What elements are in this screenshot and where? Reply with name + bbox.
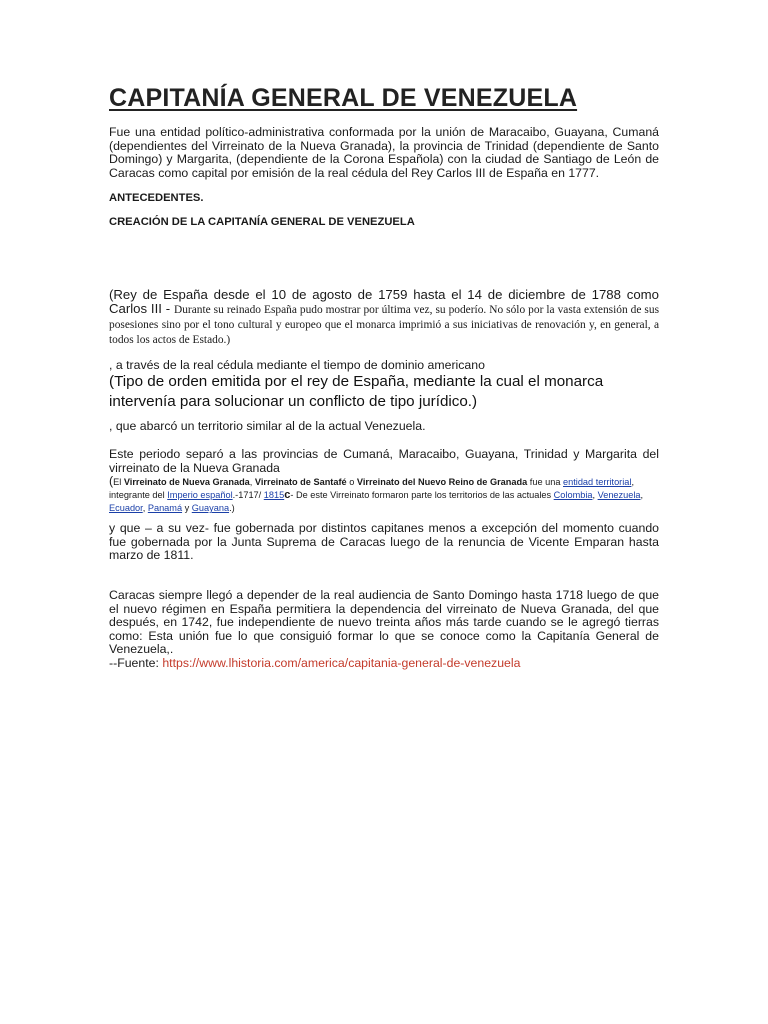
heading-antecedentes: ANTECEDENTES. bbox=[109, 192, 204, 205]
vir-fue-una: fue una bbox=[527, 477, 563, 488]
tipo-open-paren: ( bbox=[109, 373, 115, 391]
vir-o: o bbox=[346, 477, 357, 488]
vir-open-paren: ( bbox=[109, 474, 114, 489]
vir-el: El bbox=[113, 477, 124, 488]
link-entidad-territorial[interactable]: entidad territorial bbox=[563, 477, 632, 488]
yque-paragraph: y que – a su vez- fue gobernada por distintos capitanes menos a excepción del momento cuando fue gobernada por la Junta Suprema de Caracas luego de la renuncia de Vicente Emparan hasta marzo de 1811. bbox=[109, 521, 659, 563]
vir-bold-1: Virreinato de Nueva Granada bbox=[123, 477, 250, 488]
periodo-paragraph: Este periodo separó a las provincias de Cumaná, Maracaibo, Guayana, Trinidad y Margarita del virreinato de la Nueva Granada bbox=[109, 447, 659, 475]
link-panama[interactable]: Panamá bbox=[147, 503, 183, 514]
fuente-line bbox=[109, 657, 659, 671]
rey-paragraph bbox=[109, 288, 659, 346]
rey-sans-text: Rey de España desde el 10 de agosto de 1759 hasta el 14 de diciembre de 1788 como Carlos III - bbox=[109, 287, 659, 317]
tipo-paragraph bbox=[109, 372, 659, 412]
vir-dash: - De este Virreinato formaron parte los territorios de las actuales bbox=[290, 490, 554, 501]
rey-open-paren: ( bbox=[109, 287, 114, 303]
vir-comma-1: , bbox=[249, 477, 255, 488]
link-1815[interactable]: 1815 bbox=[263, 490, 285, 501]
vir-sep-1: , bbox=[592, 490, 598, 501]
link-venezuela[interactable]: Venezuela bbox=[597, 490, 641, 501]
caracas-paragraph: Caracas siempre llegó a depender de la real audiencia de Santo Domingo hasta 1718 luego de que el nuevo régimen en España permitiera la dependencia del virreinato de Nueva Granada, del que después, en 1742, fue independiente de nuevo treinta años más tarde cuando se le agregó tierras como: Esta unión fue lo que consiguió formar lo que se conoce como la Capitanía General de Venezuela,. bbox=[109, 588, 659, 657]
vir-bold-2: Virreinato de Santafé bbox=[254, 477, 347, 488]
vir-y: y bbox=[182, 503, 192, 514]
link-imperio-espanol[interactable]: Imperio español bbox=[167, 490, 233, 501]
fuente-label: --Fuente: bbox=[109, 656, 163, 671]
heading-creacion: CREACIÓN DE LA CAPITANÍA GENERAL DE VENEZUELA bbox=[109, 216, 415, 229]
vir-sep-3: , bbox=[142, 503, 148, 514]
vir-sep-2: , bbox=[640, 490, 644, 501]
vir-integrante: , integrante del bbox=[109, 477, 634, 501]
tipo-text: Tipo de orden emitida por el rey de España, mediante la cual el monarca intervenía para solucionar un conflicto de tipo jurídico.) bbox=[109, 373, 604, 411]
intro-paragraph: Fue una entidad político-administrativa conformada por la unión de Maracaibo, Guayana, Cumaná (dependientes del Virreinato de la Nueva Granada), la provincia de Trinidad (dependiente de Santo Domingo) y Margarita, (dependiente de la Corona Española) con la ciudad de Santiago de León de Caracas como capital por emisión de la real cédula del Rey Carlos III de España en 1777. bbox=[109, 125, 659, 180]
link-guayana[interactable]: Guayana bbox=[191, 503, 230, 514]
link-ecuador[interactable]: Ecuador bbox=[109, 503, 143, 514]
link-colombia[interactable]: Colombia bbox=[553, 490, 593, 501]
document-page bbox=[109, 84, 659, 671]
abarco-paragraph: , que abarcó un territorio similar al de la actual Venezuela. bbox=[109, 419, 426, 434]
vir-c-mark: c bbox=[284, 489, 291, 502]
traves-paragraph: , a través de la real cédula mediante el tiempo de dominio americano bbox=[109, 358, 485, 373]
fuente-link[interactable]: https://www.lhistoria.com/america/capitania-general-de-venezuela bbox=[162, 656, 521, 671]
vir-close: .) bbox=[229, 503, 235, 514]
page-title: CAPITANÍA GENERAL DE VENEZUELA bbox=[109, 84, 578, 112]
vir-bold-3: Virreinato del Nuevo Reino de Granada bbox=[356, 477, 528, 488]
rey-serif-text: Durante su reinado España pudo mostrar por última vez, su poderío. No sólo por la vasta extensión de sus posesiones sino por el tono cultural y europeo que el monarca imprimió a sus iniciativas de renovación y, en general, a todos los actos de Estado.) bbox=[109, 304, 659, 346]
virreinato-paragraph bbox=[109, 475, 659, 515]
vir-years: .-1717/ bbox=[232, 490, 264, 501]
